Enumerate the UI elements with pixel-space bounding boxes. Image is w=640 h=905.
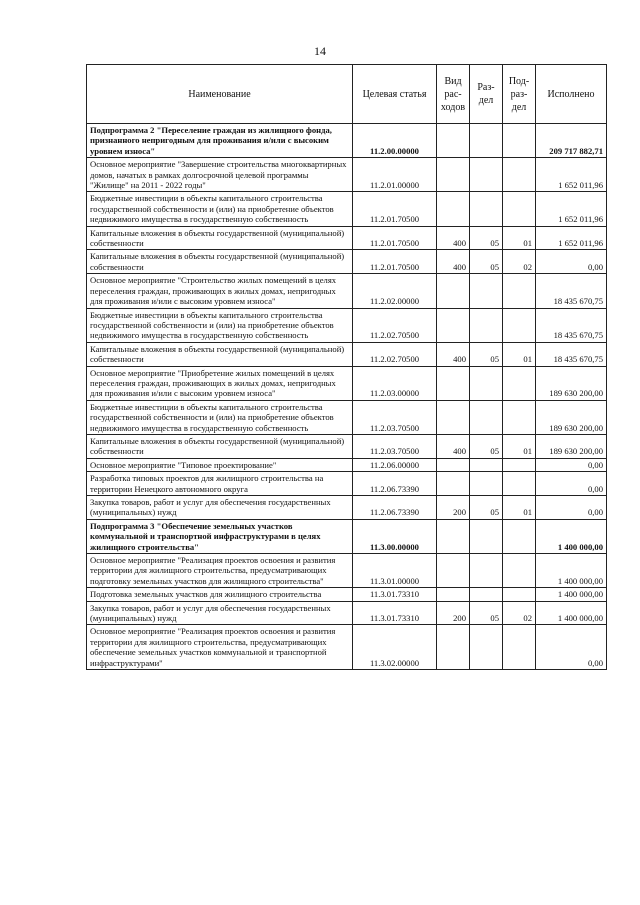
cell-expense-type: 200 [437,601,470,625]
cell-section [470,400,503,434]
cell-section [470,308,503,342]
cell-section: 05 [470,342,503,366]
cell-name: Подпрограмма 3 "Обеспечение земельных участков коммунальной и транспортной инфраструктурами в целях жилищного строительства" [87,519,353,553]
cell-code: 11.2.03.70500 [353,400,437,434]
table-row [87,458,607,471]
cell-subsection [503,472,536,496]
cell-executed: 0,00 [536,458,607,471]
cell-subsection [503,458,536,471]
cell-expense-type [437,588,470,601]
cell-executed: 0,00 [536,496,607,520]
cell-executed: 1 652 011,96 [536,226,607,250]
header-name: Наименование [87,65,353,124]
table-body [87,124,607,670]
cell-expense-type [437,554,470,588]
table-row [87,226,607,250]
cell-section [470,124,503,158]
table-row [87,434,607,458]
cell-name: Капитальные вложения в объекты государственной (муниципальной) собственности [87,434,353,458]
cell-executed: 1 652 011,96 [536,192,607,226]
cell-name: Капитальные вложения в объекты государственной (муниципальной) собственности [87,250,353,274]
cell-code: 11.3.01.00000 [353,554,437,588]
cell-code: 11.2.06.73390 [353,496,437,520]
cell-executed: 18 435 670,75 [536,274,607,308]
table-row [87,158,607,192]
cell-section: 05 [470,226,503,250]
table-row [87,601,607,625]
cell-expense-type [437,472,470,496]
cell-expense-type [437,625,470,670]
budget-table [86,64,607,670]
cell-section: 05 [470,250,503,274]
cell-executed: 0,00 [536,250,607,274]
cell-name: Бюджетные инвестиции в объекты капитального строительства государственной собственности и (или) на приобретение объектов недвижимого имущества в государственную собственность [87,308,353,342]
cell-subsection [503,588,536,601]
cell-expense-type [437,458,470,471]
cell-section [470,519,503,553]
cell-executed: 0,00 [536,625,607,670]
cell-executed: 18 435 670,75 [536,342,607,366]
cell-section [470,472,503,496]
cell-subsection [503,308,536,342]
cell-code: 11.2.02.70500 [353,342,437,366]
cell-code: 11.3.01.73310 [353,601,437,625]
cell-name: Основное мероприятие "Завершение строительства многоквартирных домов, начатых в рамках долгосрочной целевой программы "Жилище" на 2011 - 2022 годы" [87,158,353,192]
table-row [87,496,607,520]
cell-executed: 18 435 670,75 [536,308,607,342]
cell-section [470,554,503,588]
cell-name: Подготовка земельных участков для жилищного строительства [87,588,353,601]
table-row [87,519,607,553]
cell-code: 11.2.03.00000 [353,366,437,400]
cell-code: 11.2.01.70500 [353,226,437,250]
cell-expense-type [437,192,470,226]
cell-code: 11.2.00.00000 [353,124,437,158]
cell-subsection [503,274,536,308]
cell-code: 11.2.01.70500 [353,192,437,226]
cell-subsection [503,124,536,158]
table-row [87,472,607,496]
cell-name: Капитальные вложения в объекты государственной (муниципальной) собственности [87,342,353,366]
table-row [87,625,607,670]
cell-code: 11.2.03.70500 [353,434,437,458]
table-row [87,192,607,226]
cell-code: 11.3.00.00000 [353,519,437,553]
table-row [87,366,607,400]
cell-section [470,625,503,670]
header-subsection: Под-раз-дел [503,65,536,124]
cell-expense-type: 400 [437,250,470,274]
cell-name: Основное мероприятие "Приобретение жилых помещений в целях переселения граждан, проживающих в жилых домах, непригодных для проживания и/или с высоким уровнем износа" [87,366,353,400]
cell-name: Разработка типовых проектов для жилищного строительства на территории Ненецкого автономного округа [87,472,353,496]
cell-name: Основное мероприятие "Типовое проектирование" [87,458,353,471]
cell-code: 11.2.06.73390 [353,472,437,496]
table-row [87,308,607,342]
table-row [87,400,607,434]
cell-section: 05 [470,496,503,520]
cell-name: Капитальные вложения в объекты государственной (муниципальной) собственности [87,226,353,250]
page-number: 14 [314,44,326,58]
cell-executed: 1 400 000,00 [536,601,607,625]
cell-name: Основное мероприятие "Реализация проектов освоения и развития территории для жилищного строительства, предусматривающих обеспечение земельных участков коммунальной и транспортной инфраструктурами" [87,625,353,670]
table-row [87,588,607,601]
cell-subsection: 01 [503,496,536,520]
cell-executed: 189 630 200,00 [536,366,607,400]
cell-section: 05 [470,601,503,625]
cell-executed: 189 630 200,00 [536,400,607,434]
cell-subsection [503,519,536,553]
cell-expense-type [437,158,470,192]
table-row [87,554,607,588]
cell-name: Бюджетные инвестиции в объекты капитального строительства государственной собственности и (или) на приобретение объектов недвижимого имущества в государственную собственность [87,192,353,226]
header-code: Целевая статья [353,65,437,124]
cell-executed: 209 717 882,71 [536,124,607,158]
cell-section [470,588,503,601]
cell-name: Бюджетные инвестиции в объекты капитального строительства государственной собственности и (или) на приобретение объектов недвижимого имущества в государственную собственность [87,400,353,434]
cell-name: Основное мероприятие "Строительство жилых помещений в целях переселения граждан, проживающих в жилых домах, непригодных для проживания и/или с высоким уровнем износа" [87,274,353,308]
cell-executed: 189 630 200,00 [536,434,607,458]
cell-section: 05 [470,434,503,458]
cell-expense-type: 400 [437,434,470,458]
cell-code: 11.3.02.00000 [353,625,437,670]
cell-subsection [503,366,536,400]
cell-subsection [503,192,536,226]
cell-code: 11.2.01.70500 [353,250,437,274]
table-row [87,250,607,274]
cell-executed: 0,00 [536,472,607,496]
header-executed: Исполнено [536,65,607,124]
header-expense-type: Вид рас-ходов [437,65,470,124]
cell-subsection: 01 [503,342,536,366]
cell-subsection: 02 [503,601,536,625]
cell-name: Подпрограмма 2 "Переселение граждан из жилищного фонда, признанного непригодным для проживания и/или с высоким уровнем износа" [87,124,353,158]
cell-subsection [503,625,536,670]
cell-section [470,458,503,471]
cell-subsection: 02 [503,250,536,274]
cell-name: Основное мероприятие "Реализация проектов освоения и развития территории для жилищного строительства, предусматривающих подготовку земельных участков для жилищного строительства" [87,554,353,588]
cell-expense-type [437,124,470,158]
table-header-row [87,65,607,124]
cell-executed: 1 400 000,00 [536,519,607,553]
cell-name: Закупка товаров, работ и услуг для обеспечения государственных (муниципальных) нужд [87,601,353,625]
cell-subsection [503,400,536,434]
cell-executed: 1 652 011,96 [536,158,607,192]
cell-code: 11.2.02.70500 [353,308,437,342]
table-row [87,342,607,366]
cell-subsection: 01 [503,226,536,250]
cell-section [470,274,503,308]
cell-code: 11.3.01.73310 [353,588,437,601]
cell-code: 11.2.02.00000 [353,274,437,308]
cell-executed: 1 400 000,00 [536,588,607,601]
cell-subsection [503,554,536,588]
cell-executed: 1 400 000,00 [536,554,607,588]
cell-subsection [503,158,536,192]
cell-expense-type: 400 [437,342,470,366]
cell-expense-type [437,308,470,342]
table-row [87,124,607,158]
cell-name: Закупка товаров, работ и услуг для обеспечения государственных (муниципальных) нужд [87,496,353,520]
cell-section [470,158,503,192]
table-row [87,274,607,308]
cell-subsection: 01 [503,434,536,458]
cell-code: 11.2.06.00000 [353,458,437,471]
cell-expense-type [437,366,470,400]
cell-expense-type [437,519,470,553]
cell-code: 11.2.01.00000 [353,158,437,192]
cell-expense-type [437,274,470,308]
cell-section [470,366,503,400]
cell-expense-type: 400 [437,226,470,250]
cell-expense-type [437,400,470,434]
cell-section [470,192,503,226]
cell-expense-type: 200 [437,496,470,520]
header-section: Раз-дел [470,65,503,124]
